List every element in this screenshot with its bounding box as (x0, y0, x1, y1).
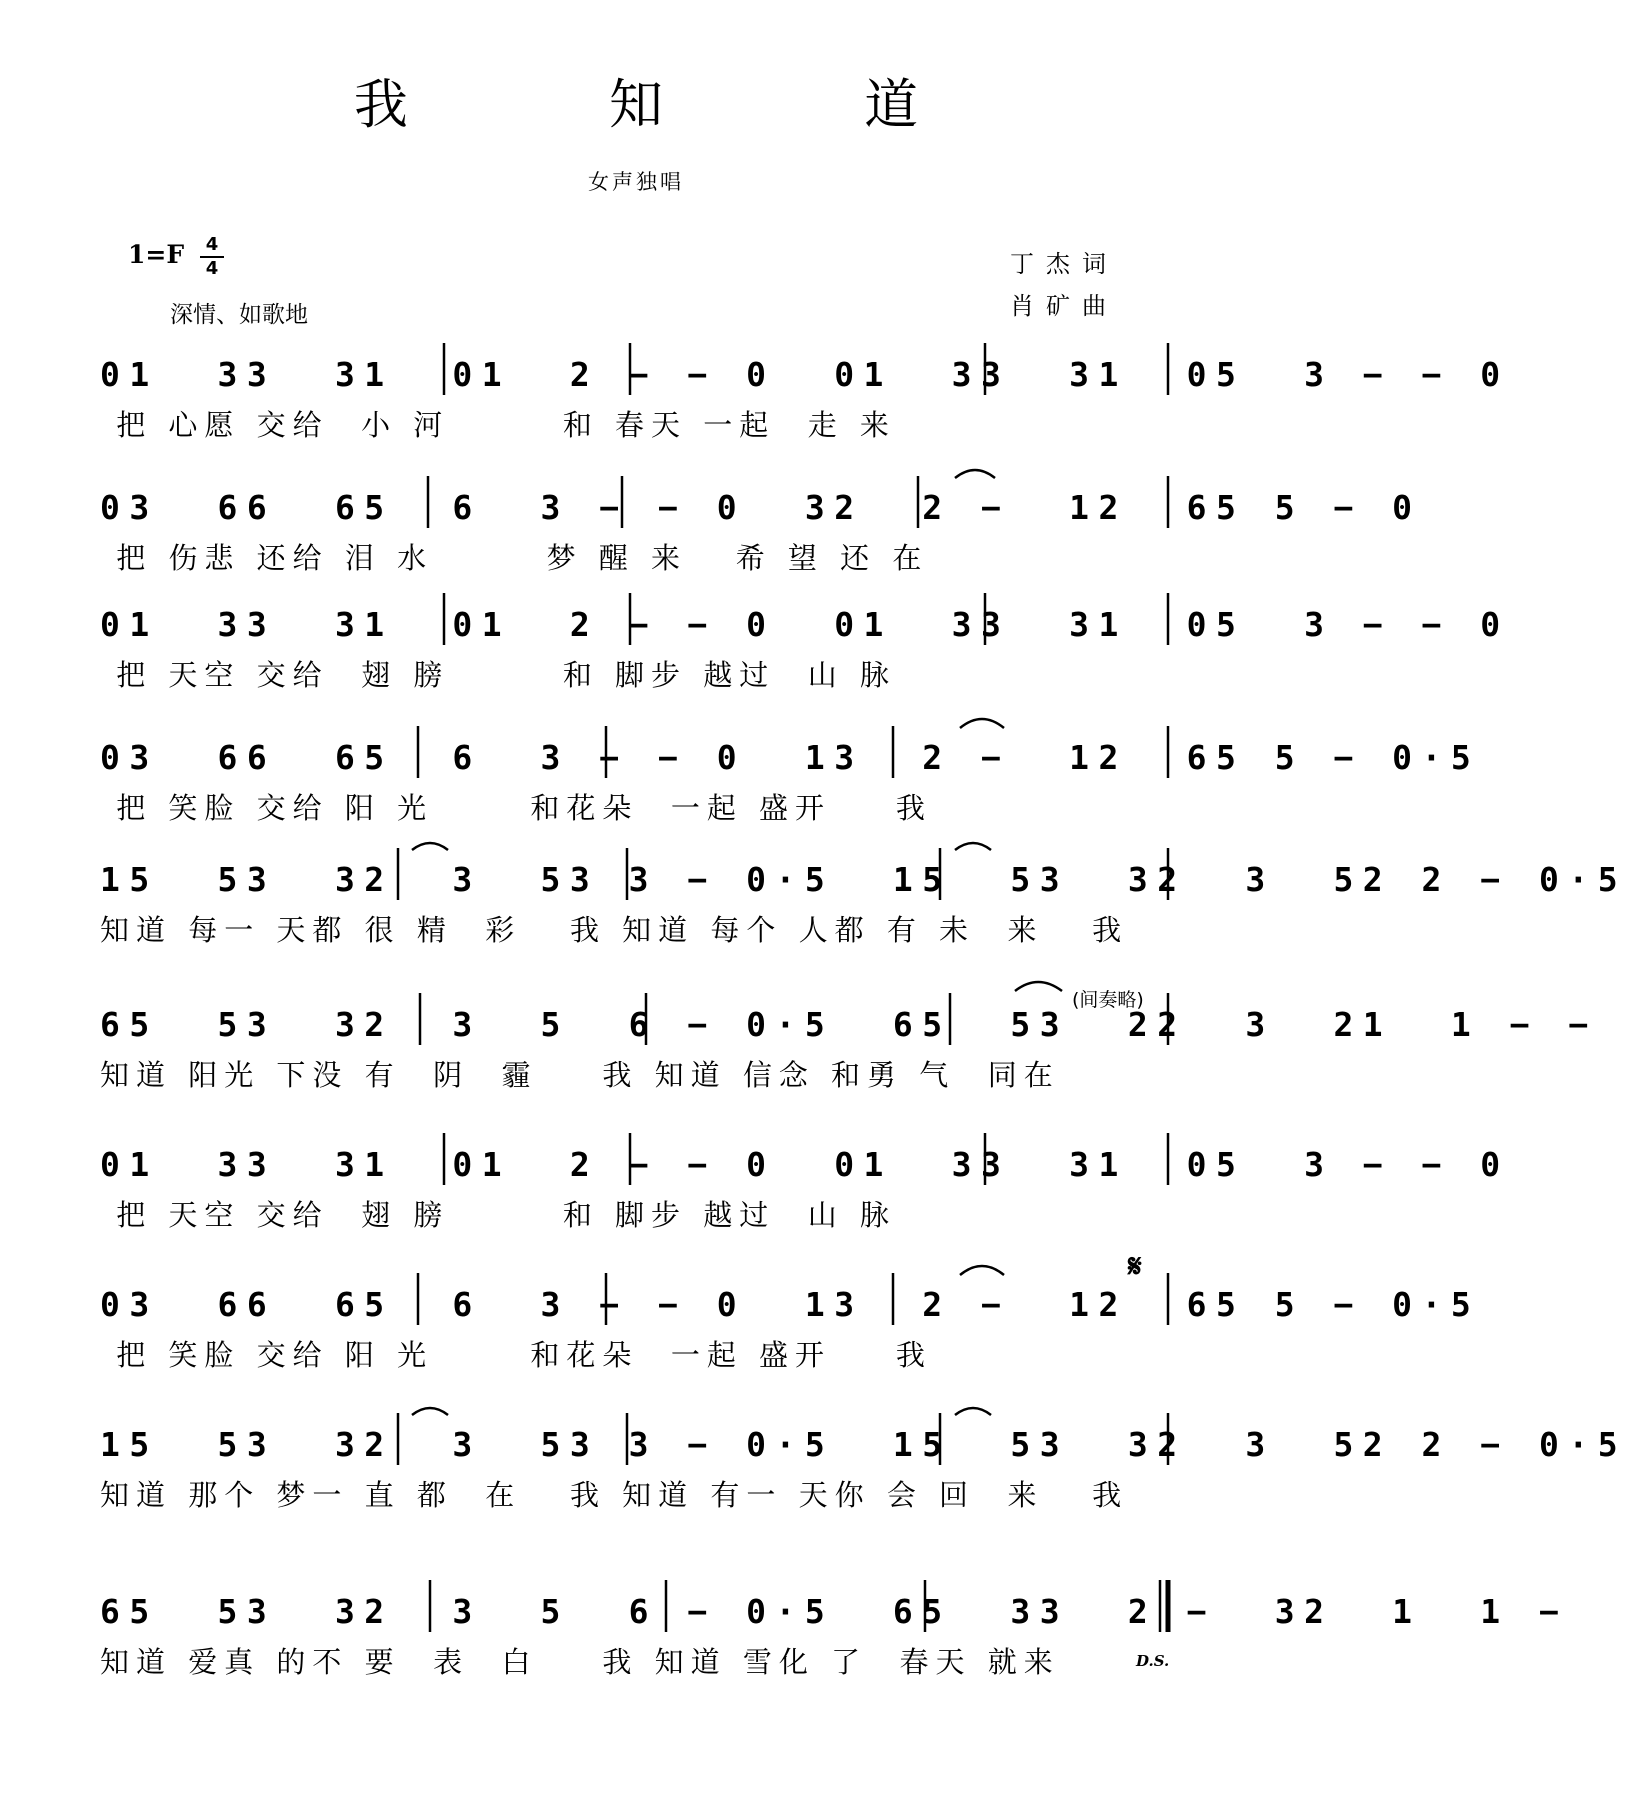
time-signature (200, 236, 224, 278)
lyrics-line: 知道 爱真 的不 要 表 白 我 知道 雪化 了 春天 就来 (100, 1645, 1060, 1679)
lyrics-line: 知道 那个 梦一 直 都 在 我 知道 有一 天你 会 回 来 我 (100, 1478, 1129, 1512)
interlude-note: (间奏略) (1072, 989, 1144, 1011)
composer-credit: 肖矿曲 (1010, 292, 1118, 320)
jianpu-notes: 03 66 65 6 3 − − 0 32 2 − 12 65 5 − 0 (100, 488, 1422, 527)
jianpu-notes: 15 53 32 3 53 3 − 0·5 15 53 32 3 52 2 − 0·5 (100, 1425, 1627, 1464)
time-sig-top: 4 (205, 234, 219, 255)
time-sig-bottom: 4 (205, 258, 219, 279)
lyrics-line: 把 伤悲 还给 泪 水 梦 醒 来 希 望 还 在 (100, 541, 929, 575)
page-title: 我 知 道 (353, 73, 1011, 136)
lyrics-line: 把 天空 交给 翅 膀 和 脚步 越过 山 脉 (100, 1198, 896, 1232)
tempo-marking: 深情、如歌地 (170, 302, 308, 328)
segno-icon: 𝄋 (1128, 1247, 1142, 1285)
jianpu-notes: 65 53 32 3 5 6 − 0·5 65 53 22 3 21 1 − − (100, 1005, 1598, 1044)
jianpu-notes: 01 33 31 01 2 − − 0 01 33 31 05 3 − − 0 (100, 605, 1510, 644)
lyricist-credit: 丁杰词 (1010, 250, 1118, 278)
jianpu-notes: 01 33 31 01 2 − − 0 01 33 31 05 3 − − 0 (100, 1145, 1510, 1184)
jianpu-notes: 03 66 65 6 3 − − 0 13 2 − 12 65 5 − 0·5 (100, 1285, 1481, 1324)
jianpu-notes: 01 33 31 01 2 − − 0 01 33 31 05 3 − − 0 (100, 355, 1510, 394)
subtitle: 女声独唱 (588, 170, 684, 194)
jianpu-notes: 65 53 32 3 5 6 − 0·5 65 33 2 − 32 1 1 − (100, 1592, 1569, 1631)
key-signature: 1=F (128, 240, 185, 269)
lyrics-line: 知道 阳光 下没 有 阴 霾 我 知道 信念 和勇 气 同在 (100, 1058, 1060, 1092)
jianpu-notes: 03 66 65 6 3 − − 0 13 2 − 12 65 5 − 0·5 (100, 738, 1481, 777)
lyrics-line: 把 心愿 交给 小 河 和 春天 一起 走 来 (100, 408, 896, 442)
lyrics-line: 把 笑脸 交给 阳 光 和花朵 一起 盛开 我 (100, 791, 932, 825)
lyrics-line: 知道 每一 天都 很 精 彩 我 知道 每个 人都 有 未 来 我 (100, 913, 1129, 947)
lyrics-line: 把 天空 交给 翅 膀 和 脚步 越过 山 脉 (100, 658, 896, 692)
lyrics-line: 把 笑脸 交给 阳 光 和花朵 一起 盛开 我 (100, 1338, 932, 1372)
jianpu-notes: 15 53 32 3 53 3 − 0·5 15 53 32 3 52 2 − 0·5 (100, 860, 1627, 899)
dal-segno-mark: D.S. (1136, 1652, 1170, 1670)
